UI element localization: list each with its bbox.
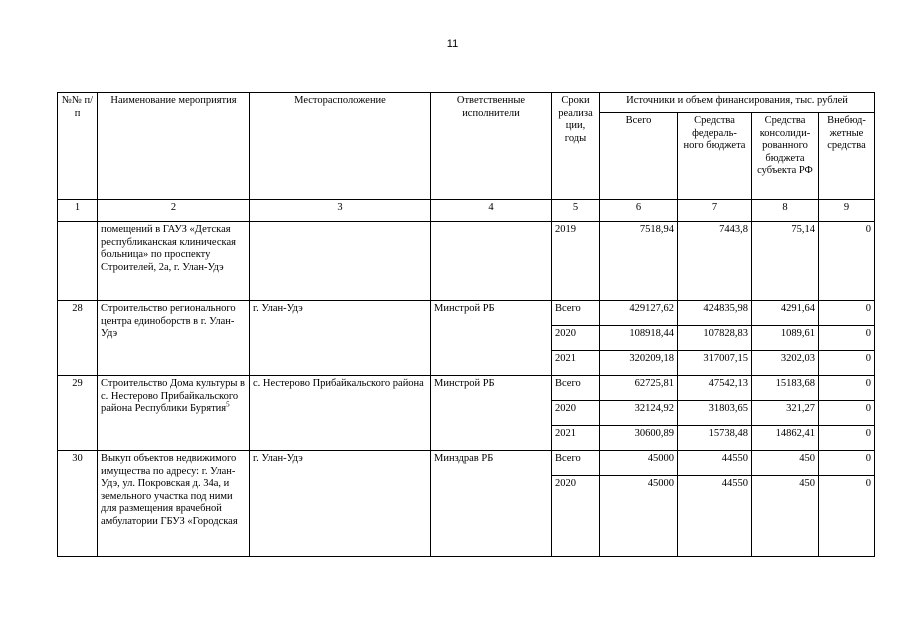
column-number-row	[58, 200, 875, 222]
col-number: 3	[250, 200, 431, 222]
row-consolidated: 321,27	[752, 401, 819, 426]
row-executor: Минстрой РБ	[431, 376, 552, 451]
row-consolidated: 75,14	[752, 222, 819, 301]
header-consolidated: Средства консолиди- рованного бюджета субъекта РФ	[752, 113, 819, 200]
table-row	[58, 451, 875, 476]
col-number: 6	[600, 200, 678, 222]
header-total: Всего	[600, 113, 678, 200]
row-num: 28	[58, 301, 98, 376]
row-location	[250, 222, 431, 301]
row-federal: 44550	[678, 451, 752, 476]
row-consolidated: 4291,64	[752, 301, 819, 326]
row-total: 30600,89	[600, 426, 678, 451]
row-extra: 0	[819, 476, 875, 557]
row-extra: 0	[819, 222, 875, 301]
row-federal: 44550	[678, 476, 752, 557]
row-total: 320209,18	[600, 351, 678, 376]
row-year: 2020	[552, 401, 600, 426]
row-extra: 0	[819, 426, 875, 451]
row-executor: Минстрой РБ	[431, 301, 552, 376]
table-row	[58, 301, 875, 326]
row-year: 2021	[552, 426, 600, 451]
table-row	[58, 376, 875, 401]
row-extra: 0	[819, 376, 875, 401]
header-row-1	[58, 93, 875, 113]
row-num: 29	[58, 376, 98, 451]
row-num	[58, 222, 98, 301]
row-num: 30	[58, 451, 98, 557]
row-total: 108918,44	[600, 326, 678, 351]
row-year: Всего	[552, 451, 600, 476]
page-number: 11	[446, 38, 459, 50]
row-consolidated: 3202,03	[752, 351, 819, 376]
col-number: 5	[552, 200, 600, 222]
row-extra: 0	[819, 351, 875, 376]
row-executor	[431, 222, 552, 301]
header-federal: Средства федераль- ного бюджета	[678, 113, 752, 200]
col-number: 7	[678, 200, 752, 222]
row-year: 2020	[552, 326, 600, 351]
row-executor: Минздрав РБ	[431, 451, 552, 557]
footnote-mark: 5	[226, 400, 230, 409]
row-year: Всего	[552, 376, 600, 401]
col-number: 8	[752, 200, 819, 222]
header-sources: Источники и объем финансирования, тыс. рублей	[600, 93, 875, 113]
col-number: 9	[819, 200, 875, 222]
header-executors: Ответственные исполнители	[431, 93, 552, 200]
row-federal: 107828,83	[678, 326, 752, 351]
col-number: 2	[98, 200, 250, 222]
row-extra: 0	[819, 451, 875, 476]
row-year: 2021	[552, 351, 600, 376]
row-federal: 424835,98	[678, 301, 752, 326]
row-total: 32124,92	[600, 401, 678, 426]
header-num: №№ п/п	[58, 93, 98, 200]
row-federal: 317007,15	[678, 351, 752, 376]
row-name: Выкуп объектов недвижимого имущества по адресу: г. Улан-Удэ, ул. Покровская д. 34а, и земельного участка под ними для размещения врачебной амбулатории ГБУЗ «Городская	[98, 451, 250, 557]
row-name: Строительство Дома культуры в с. Нестерово Прибайкальского района Республики Бурятия	[101, 378, 246, 414]
row-consolidated: 450	[752, 476, 819, 557]
header-location: Месторасположение	[250, 93, 431, 200]
row-federal: 31803,65	[678, 401, 752, 426]
row-consolidated: 1089,61	[752, 326, 819, 351]
row-year: 2019	[552, 222, 600, 301]
row-extra: 0	[819, 326, 875, 351]
row-name-cell	[98, 376, 250, 451]
row-consolidated: 450	[752, 451, 819, 476]
row-location: г. Улан-Удэ	[250, 451, 431, 557]
row-consolidated: 15183,68	[752, 376, 819, 401]
col-number: 1	[58, 200, 98, 222]
row-extra: 0	[819, 301, 875, 326]
row-location: с. Нестерово Прибайкальского района	[250, 376, 431, 451]
row-consolidated: 14862,41	[752, 426, 819, 451]
row-year: 2020	[552, 476, 600, 557]
financing-table	[57, 92, 875, 557]
row-year: Всего	[552, 301, 600, 326]
row-extra: 0	[819, 401, 875, 426]
row-location: г. Улан-Удэ	[250, 301, 431, 376]
table-row	[58, 222, 875, 301]
row-federal: 15738,48	[678, 426, 752, 451]
row-name: помещений в ГАУЗ «Детская республиканская клиническая больница» по проспекту Строителей, 2а, г. Улан-Удэ	[98, 222, 250, 301]
row-name: Строительство регионального центра единоборств в г. Улан-Удэ	[98, 301, 250, 376]
row-total: 45000	[600, 476, 678, 557]
header-name: Наименование мероприятия	[98, 93, 250, 200]
header-terms: Сроки реализа ции, годы	[552, 93, 600, 200]
row-total: 7518,94	[600, 222, 678, 301]
row-federal: 47542,13	[678, 376, 752, 401]
header-extra: Внебюд- жетные средства	[819, 113, 875, 200]
row-total: 62725,81	[600, 376, 678, 401]
row-federal: 7443,8	[678, 222, 752, 301]
col-number: 4	[431, 200, 552, 222]
row-total: 429127,62	[600, 301, 678, 326]
row-total: 45000	[600, 451, 678, 476]
